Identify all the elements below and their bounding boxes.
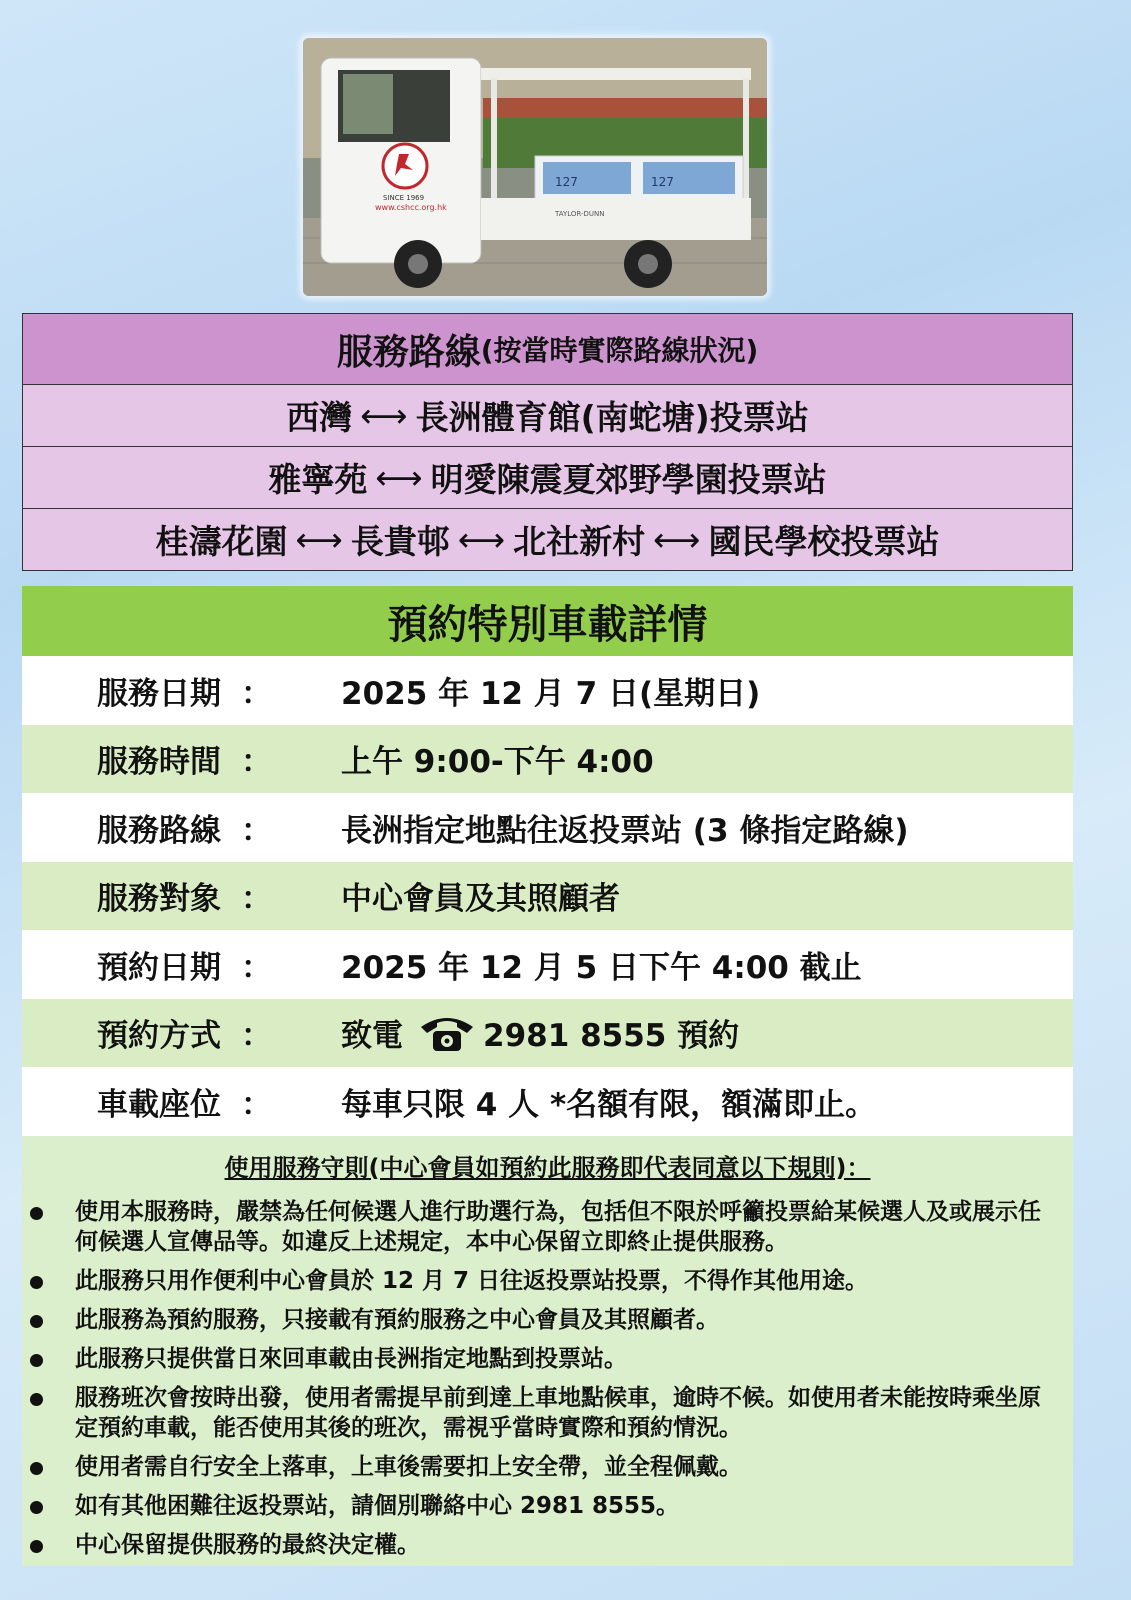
detail-value: 每車只限 4 人 *名額有限，額滿即止。 <box>341 1086 877 1123</box>
route-row-3 <box>23 508 1072 570</box>
detail-label: 服務時間 <box>97 744 221 781</box>
bullet-icon <box>30 1276 43 1289</box>
route-row-1 <box>23 384 1072 446</box>
routes-heading-row <box>23 314 1072 384</box>
rule-item <box>22 1266 1073 1296</box>
detail-value: 長洲指定地點往返投票站 (3 條指定路線) <box>341 812 909 849</box>
detail-row <box>22 930 1073 999</box>
routes-table <box>22 313 1073 571</box>
detail-row <box>22 1067 1073 1136</box>
phone-number: 2981 8555 預約 <box>483 1018 740 1055</box>
rule-item <box>22 1344 1073 1374</box>
vehicle-photo <box>303 38 767 296</box>
bullet-icon <box>30 1501 43 1514</box>
routes-heading: 服務路線 <box>336 331 481 373</box>
bullet-icon <box>30 1540 43 1553</box>
detail-colon: ： <box>241 1086 272 1123</box>
details-title: 預約特別車載詳情 <box>22 586 1073 656</box>
rule-item <box>22 1305 1073 1335</box>
detail-colon: ： <box>241 812 272 849</box>
detail-value: 上午 9:00-下午 4:00 <box>341 744 654 781</box>
route-stop: 桂濤花園 <box>155 522 288 561</box>
bullet-icon <box>30 1315 43 1328</box>
detail-colon: ： <box>241 949 272 986</box>
rule-text: 如有其他困難往返投票站，請個別聯絡中心 2981 8555。 <box>75 1492 680 1519</box>
rule-item <box>22 1383 1073 1443</box>
banner-text: 127 <box>555 175 578 189</box>
detail-colon: ： <box>241 744 272 781</box>
rule-item <box>22 1530 1073 1560</box>
detail-label: 服務路線 <box>97 812 221 849</box>
detail-row <box>22 862 1073 931</box>
bullet-icon <box>30 1207 43 1220</box>
detail-label: 車載座位 <box>97 1086 221 1123</box>
route-stop: 西灣 <box>286 398 353 437</box>
detail-row <box>22 793 1073 862</box>
route-stop: 雅寧苑 <box>268 460 368 499</box>
route-stop: 國民學校投票站 <box>708 522 940 561</box>
rules-list <box>22 1197 1073 1560</box>
telephone-icon <box>417 1013 477 1053</box>
detail-label: 服務日期 <box>97 675 221 712</box>
route-stop: 明愛陳震夏郊野學園投票站 <box>430 460 827 499</box>
route-stop: 長貴邨 <box>350 522 450 561</box>
logo-since-text: SINCE 1969 <box>383 194 425 202</box>
detail-value: 中心會員及其照顧者 <box>341 881 620 918</box>
detail-label: 預約日期 <box>97 949 221 986</box>
rule-text: 此服務為預約服務，只接載有預約服務之中心會員及其照顧者。 <box>75 1306 719 1333</box>
double-arrow-icon: ⟷ <box>375 458 423 497</box>
route-row-2 <box>23 446 1072 508</box>
vehicle-illustration <box>303 38 767 296</box>
detail-value <box>341 1010 1073 1055</box>
banner-text: 127 <box>651 175 674 189</box>
route-stop: 長洲體育館(南蛇塘)投票站 <box>415 398 809 437</box>
routes-heading-note: (按當時實際路線狀況) <box>480 334 759 367</box>
rule-text: 此服務只用作便利中心會員於 12 月 7 日往返投票站投票，不得作其他用途。 <box>75 1267 869 1294</box>
detail-row <box>22 999 1073 1068</box>
detail-value: 2025 年 12 月 5 日下午 4:00 截止 <box>341 949 862 986</box>
double-arrow-icon: ⟷ <box>360 396 408 435</box>
detail-colon: ： <box>241 881 272 918</box>
detail-colon: ： <box>241 1018 272 1055</box>
rule-text: 服務班次會按時出發，使用者需提早前到達上車地點候車，逾時不候。如使用者未能按時乘坐原定預約車載，能否使用其後的班次，需視乎當時實際和預約情況。 <box>75 1384 1041 1441</box>
detail-row <box>22 725 1073 794</box>
bullet-icon <box>30 1354 43 1367</box>
rule-text: 中心保留提供服務的最終決定權。 <box>75 1531 420 1558</box>
double-arrow-icon: ⟷ <box>457 520 506 559</box>
bullet-icon <box>30 1393 43 1406</box>
detail-row <box>22 656 1073 725</box>
detail-label: 服務對象 <box>97 881 221 918</box>
rule-item <box>22 1452 1073 1482</box>
rule-item <box>22 1197 1073 1257</box>
route-stop: 北社新村 <box>513 522 646 561</box>
detail-value: 2025 年 12 月 7 日(星期日) <box>341 675 761 712</box>
double-arrow-icon: ⟷ <box>653 520 701 559</box>
rules-heading: 使用服務守則(中心會員如預約此服務即代表同意以下規則)： <box>224 1153 871 1182</box>
detail-colon: ： <box>241 675 272 712</box>
detail-label: 預約方式 <box>97 1018 221 1055</box>
booking-method-prefix: 致電 <box>341 1018 403 1055</box>
brand-text: TAYLOR-DUNN <box>555 210 605 218</box>
booking-details <box>22 586 1073 1566</box>
rule-item <box>22 1491 1073 1521</box>
rule-text: 此服務只提供當日來回車載由長洲指定地點到投票站。 <box>75 1345 627 1372</box>
logo-url-text: www.cshcc.org.hk <box>375 203 447 212</box>
rule-text: 使用本服務時，嚴禁為任何候選人進行助選行為，包括但不限於呼籲投票給某候選人及或展示任何候選人宣傳品等。如違反上述規定，本中心保留立即終止提供服務。 <box>75 1198 1041 1255</box>
double-arrow-icon: ⟷ <box>295 520 343 559</box>
rule-text: 使用者需自行安全上落車，上車後需要扣上安全帶，並全程佩戴。 <box>75 1453 742 1480</box>
bullet-icon <box>30 1462 43 1475</box>
